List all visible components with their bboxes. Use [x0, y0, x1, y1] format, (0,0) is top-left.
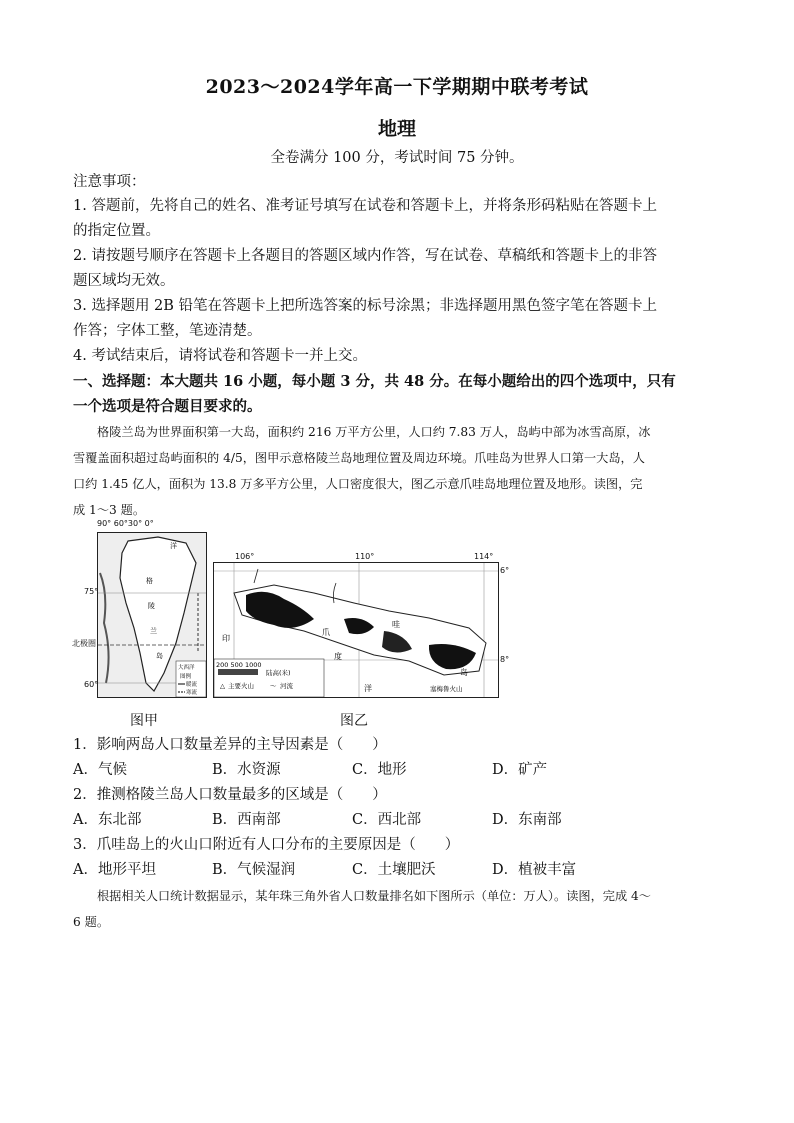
figure-greenland-map	[97, 532, 207, 698]
exam-title: 2023～2024学年高一下学期期中联考考试	[205, 76, 589, 98]
figB-lat8: 8°	[500, 655, 510, 664]
passage-1-line-2: 雪覆盖面积超过岛屿面积的 4/5，图甲示意格陵兰岛地理位置及周边环境。爪哇岛为世界人口第一大岛，人	[73, 451, 645, 465]
elevation-scale: 200 500 1000	[216, 661, 262, 669]
question-2-stem: 2．推测格陵兰岛人口数量最多的区域是（ ）	[73, 787, 387, 803]
label-semeru: 塞梅鲁火山	[430, 685, 463, 693]
passage-1-line-1: 格陵兰岛为世界面积第一大岛，面积约 216 万平方公里，人口约 7.83 万人，岛屿中部为冰雪高原，冰	[97, 425, 651, 439]
exam-info: 全卷满分 100 分，考试时间 75 分钟。	[270, 150, 524, 166]
figB-lat6: 6°	[500, 566, 510, 575]
figB-lon106: 106°	[235, 552, 255, 561]
question-2-option-d: D．东南部	[492, 812, 562, 828]
question-2-option-c: C．西北部	[352, 812, 422, 828]
passage-2	[73, 883, 723, 935]
notice-item-2-line-1: 2. 请按题号顺序在答题卡上各题目的答题区域内作答，写在试卷、草稿纸和答题卡上的非答	[73, 248, 657, 264]
figA-caption: 图甲	[130, 713, 158, 729]
notice-item-1-line-2: 的指定位置。	[73, 223, 160, 239]
label-yang: 洋	[170, 542, 177, 550]
question-3-stem: 3．爪哇岛上的火山口附近有人口分布的主要原因是（ ）	[73, 837, 460, 853]
label-dao: 岛	[156, 652, 163, 660]
figB-lon110: 110°	[355, 552, 375, 561]
figA-arctic: 北极圈	[72, 639, 96, 648]
question-3-option-c: C．土壤肥沃	[352, 862, 436, 878]
label-yang: 洋	[364, 684, 372, 693]
question-1-option-a: A．气候	[73, 762, 127, 778]
passage-1-line-4: 成 1～3 题。	[73, 503, 146, 517]
section-1-heading-line-1: 一、选择题：本大题共 16 小题，每小题 3 分，共 48 分。在每小题给出的四个选项中，只有	[73, 373, 676, 390]
figB-lon114: 114°	[474, 552, 494, 561]
figB-caption: 图乙	[340, 713, 368, 729]
legend-warm: 暖流	[186, 682, 198, 688]
label-ge: 格	[146, 577, 153, 585]
question-2-option-b: B．西南部	[212, 812, 281, 828]
legend-title: 图例	[180, 674, 192, 680]
notice-heading: 注意事项：	[73, 174, 146, 190]
subject-title: 地理	[377, 118, 416, 140]
java-map-svg	[214, 563, 498, 697]
elevation-label: 陆高(米)	[266, 669, 291, 677]
passage-1-line-3: 口约 1.45 亿人，面积为 13.8 万多平方公里，人口密度很大，图乙示意爪哇岛地理位置及地形。读图，完	[73, 477, 643, 491]
question-1-option-d: D．矿产	[492, 762, 548, 778]
elevation-scale-bar	[218, 669, 258, 675]
notice-item-1-line-1: 1. 答题前，先将自己的姓名、准考证号填写在试卷和答题卡上，并将条形码粘贴在答题卡上	[73, 198, 657, 214]
label-ling: 陵	[148, 602, 155, 610]
notice-item-3-line-1: 3. 选择题用 2B 铅笔在答题卡上把所选答案的标号涂黑；非选择题用黑色签字笔在答题卡上	[73, 298, 658, 314]
label-dao: 岛	[460, 668, 468, 677]
section-1-heading-line-2: 一个选项是符合题目要求的。	[73, 398, 262, 415]
question-1-option-b: B．水资源	[212, 762, 281, 778]
legend-cold: 寒流	[186, 690, 198, 696]
label-wa: 哇	[392, 620, 400, 629]
legend-volcano-marker: △	[220, 682, 225, 690]
figure-java-map	[213, 562, 499, 698]
label-yin: 印	[222, 634, 230, 643]
notice-item-2-line-2: 题区域均无效。	[73, 273, 175, 289]
legend-river: 河流	[280, 682, 293, 690]
greenland-map-svg	[98, 533, 206, 697]
question-3-option-b: B．气候湿润	[212, 862, 296, 878]
passage-2-line-1: 根据相关人口统计数据显示，某年珠三角外省人口数量排名如下图所示（单位：万人）。读图，完成 4～	[97, 889, 651, 903]
label-lan: 兰	[150, 627, 157, 635]
question-1-stem: 1．影响两岛人口数量差异的主导因素是（ ）	[73, 737, 387, 753]
question-3-option-a: A．地形平坦	[73, 862, 156, 878]
figA-lon-labels: 90° 60°30° 0°	[97, 519, 154, 528]
legend-river-marker: 〜	[270, 682, 277, 690]
passage-1	[73, 419, 723, 523]
passage-2-line-2: 6 题。	[73, 915, 110, 929]
label-zhao: 爪	[322, 628, 330, 637]
figA-lat75: 75°	[84, 587, 99, 596]
label-atlantic: 大西洋	[178, 665, 195, 671]
figA-lat60: 60°	[84, 680, 99, 689]
question-3-option-d: D．植被丰富	[492, 862, 577, 878]
question-1-option-c: C．地形	[352, 762, 407, 778]
label-du: 度	[334, 652, 342, 661]
question-2-option-a: A．东北部	[73, 812, 142, 828]
legend-volcano: 主要火山	[228, 682, 254, 690]
notice-item-4: 4. 考试结束后，请将试卷和答题卡一并上交。	[73, 348, 367, 364]
notice-item-3-line-2: 作答；字体工整，笔迹清楚。	[73, 323, 262, 339]
